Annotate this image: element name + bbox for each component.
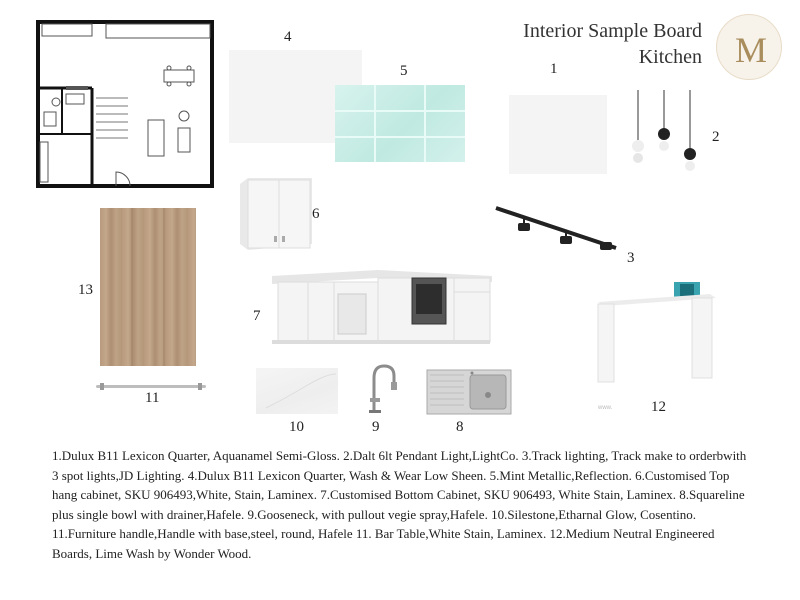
label-10: 10 — [289, 419, 304, 435]
label-11: 11 — [145, 390, 160, 406]
track-light-icon — [494, 204, 618, 254]
gooseneck-faucet — [366, 364, 400, 414]
faucet-icon — [366, 364, 400, 414]
bottom-cabinets — [268, 270, 492, 346]
label-12: 12 — [651, 399, 666, 415]
engineered-board-swatch — [100, 208, 196, 366]
cabinet-run-icon — [268, 270, 492, 346]
label-13: 13 — [78, 282, 93, 298]
pendant-light-icon — [624, 90, 700, 174]
label-8: 8 — [456, 419, 464, 435]
label-3: 3 — [627, 250, 635, 266]
label-5: 5 — [400, 63, 408, 79]
sink — [426, 369, 512, 415]
pendant-light — [624, 90, 700, 174]
label-1: 1 — [550, 61, 558, 77]
title-line-1: Interior Sample Board — [523, 20, 702, 42]
label-6: 6 — [312, 206, 320, 222]
label-2: 2 — [712, 129, 720, 145]
sink-watermark: www. — [598, 405, 613, 411]
bar-table-icon — [596, 280, 718, 384]
bar-table — [596, 280, 718, 384]
paint-swatch-1 — [509, 95, 607, 174]
silestone-swatch — [256, 368, 338, 414]
product-description: 1.Dulux B11 Lexicon Quarter, Aquanamel Semi-Gloss. 2.Dalt 6lt Pendant Light,LightCo. 3.Track lighting, Track make to orderbwith 3 spot lights,JD Lighting. 4.Dulux B11 Lexicon Quarter, Wash & Wear Low Sheen. 5.Mint Metallic,Reflection. 6.Customised Top hang cabinet, SKU 906493,White, Stain, Laminex. 7.Customised Bottom Cabinet, SKU 906493, White Stain, Laminex. 8.Squareline plus single bowl with drainer,Hafele. 9.Gooseneck, with pullout vegie spray,Hafele. 10.Silestone,Etharnal Glow, Cosentino. 11.Furniture handle,Handle with base,steel, round, Hafele 11. Bar Table,White Stain, Laminex. 12.Medium Neutral Engineered Boards, Lime Wash by Wonder Wood. — [52, 448, 747, 561]
floor-plan-icon — [36, 20, 214, 188]
label-7: 7 — [253, 308, 261, 324]
cabinet-icon — [240, 178, 312, 250]
logo-monogram: M — [734, 30, 763, 70]
top-cabinet — [240, 178, 312, 250]
mint-metallic-swatch — [335, 85, 465, 162]
floor-plan — [36, 20, 214, 188]
brand-logo — [716, 14, 782, 80]
track-light — [494, 204, 618, 254]
title-line-2: Kitchen — [638, 46, 702, 68]
furniture-handle — [96, 378, 206, 386]
label-4: 4 — [284, 29, 292, 45]
sink-icon — [426, 369, 512, 415]
label-9: 9 — [372, 419, 380, 435]
